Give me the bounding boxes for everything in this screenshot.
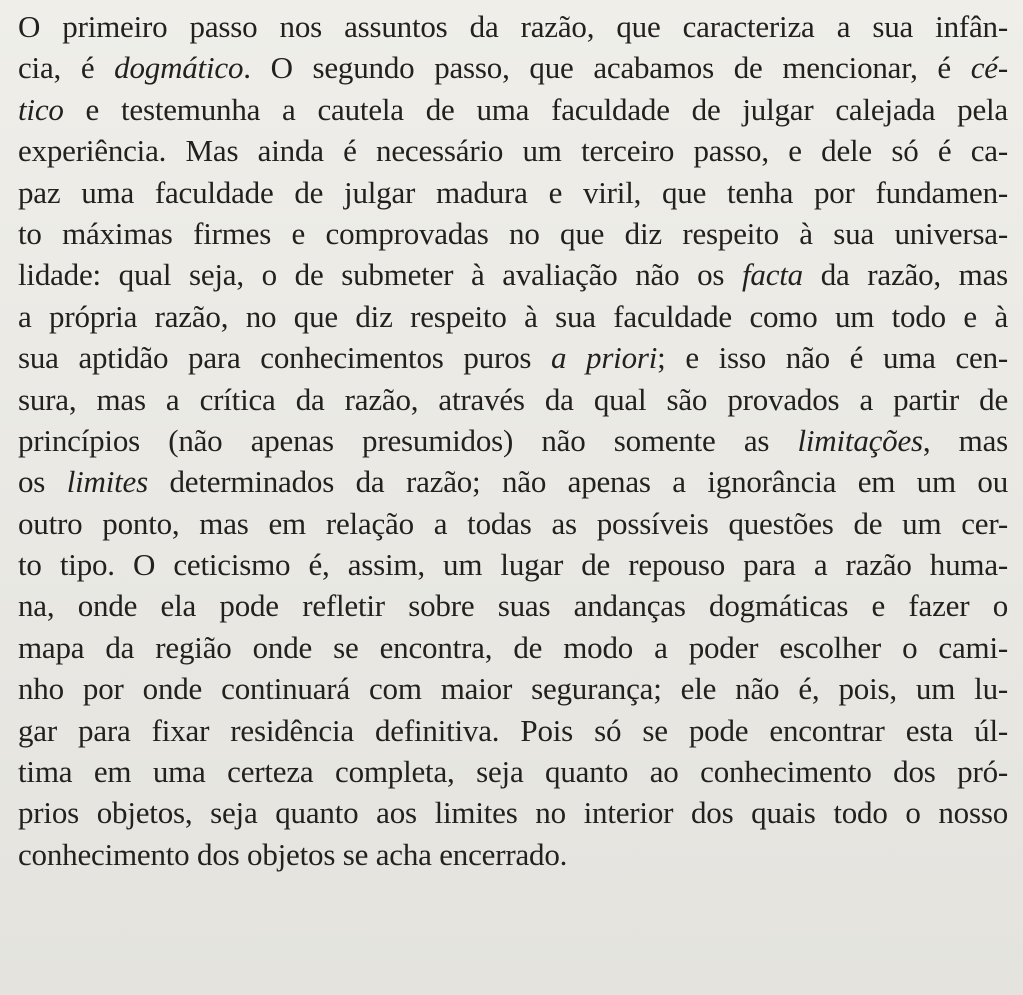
italic-term: tico <box>18 91 64 127</box>
paragraph <box>18 6 1008 875</box>
text-line: outro ponto, mas em relação a todas as possíveis questões de um cer- <box>18 505 1008 541</box>
text-line: gar para fixar residência definitiva. Pois só se pode encontrar esta úl- <box>18 712 1008 748</box>
text-line: na, onde ela pode refletir sobre suas andanças dogmáticas e fazer o <box>18 588 1008 624</box>
text-line: princípios (não apenas presumidos) não somente as limitações, mas <box>18 422 1009 458</box>
text-line: lidade: qual seja, o de submeter à avaliação não os facta da razão, mas <box>18 257 1008 293</box>
text-line: sua aptidão para conhecimentos puros a priori; e isso não é uma cen- <box>18 340 1008 376</box>
text-line: O primeiro passo nos assuntos da razão, que caracteriza a sua infân- <box>18 9 1008 44</box>
text-line: conhecimento dos objetos se acha encerrado. <box>18 836 568 872</box>
text-line: to máximas firmes e comprovadas no que diz respeito à sua universa- <box>18 215 1008 251</box>
text-line: paz uma faculdade de julgar madura e viril, que tenha por fundamen- <box>18 174 1008 210</box>
text-line: tico e testemunha a cautela de uma faculdade de julgar calejada pela <box>18 91 1008 127</box>
text-line: tima em uma certeza completa, seja quanto ao conhecimento dos pró- <box>18 754 1008 790</box>
text-line: prios objetos, seja quanto aos limites no interior dos quais todo o nosso <box>18 795 1008 831</box>
text-line: to tipo. O ceticismo é, assim, um lugar de repouso para a razão huma- <box>18 547 1008 583</box>
italic-term: a priori <box>550 340 658 376</box>
italic-term: facta <box>741 257 803 293</box>
text-line: nho por onde continuará com maior segurança; ele não é, pois, um lu- <box>18 671 1008 707</box>
text-line: cia, é dogmático. O segundo passo, que acabamos de mencionar, é cé- <box>18 50 1008 86</box>
text-line: experiência. Mas ainda é necessário um terceiro passo, e dele só é ca- <box>18 133 1008 169</box>
italic-term: dogmático <box>114 50 244 86</box>
italic-term: cé- <box>970 50 1008 86</box>
text-line: mapa da região onde se encontra, de modo a poder escolher o cami- <box>18 629 1008 665</box>
text-line: sura, mas a crítica da razão, através da qual são provados a partir de <box>18 381 1008 417</box>
italic-term: limites <box>66 464 148 500</box>
italic-term: limitações <box>797 422 923 458</box>
text-line: os limites determinados da razão; não apenas a ignorância em um ou <box>18 464 1009 500</box>
text-line: a própria razão, no que diz respeito à sua faculdade como um todo e à <box>18 298 1008 334</box>
